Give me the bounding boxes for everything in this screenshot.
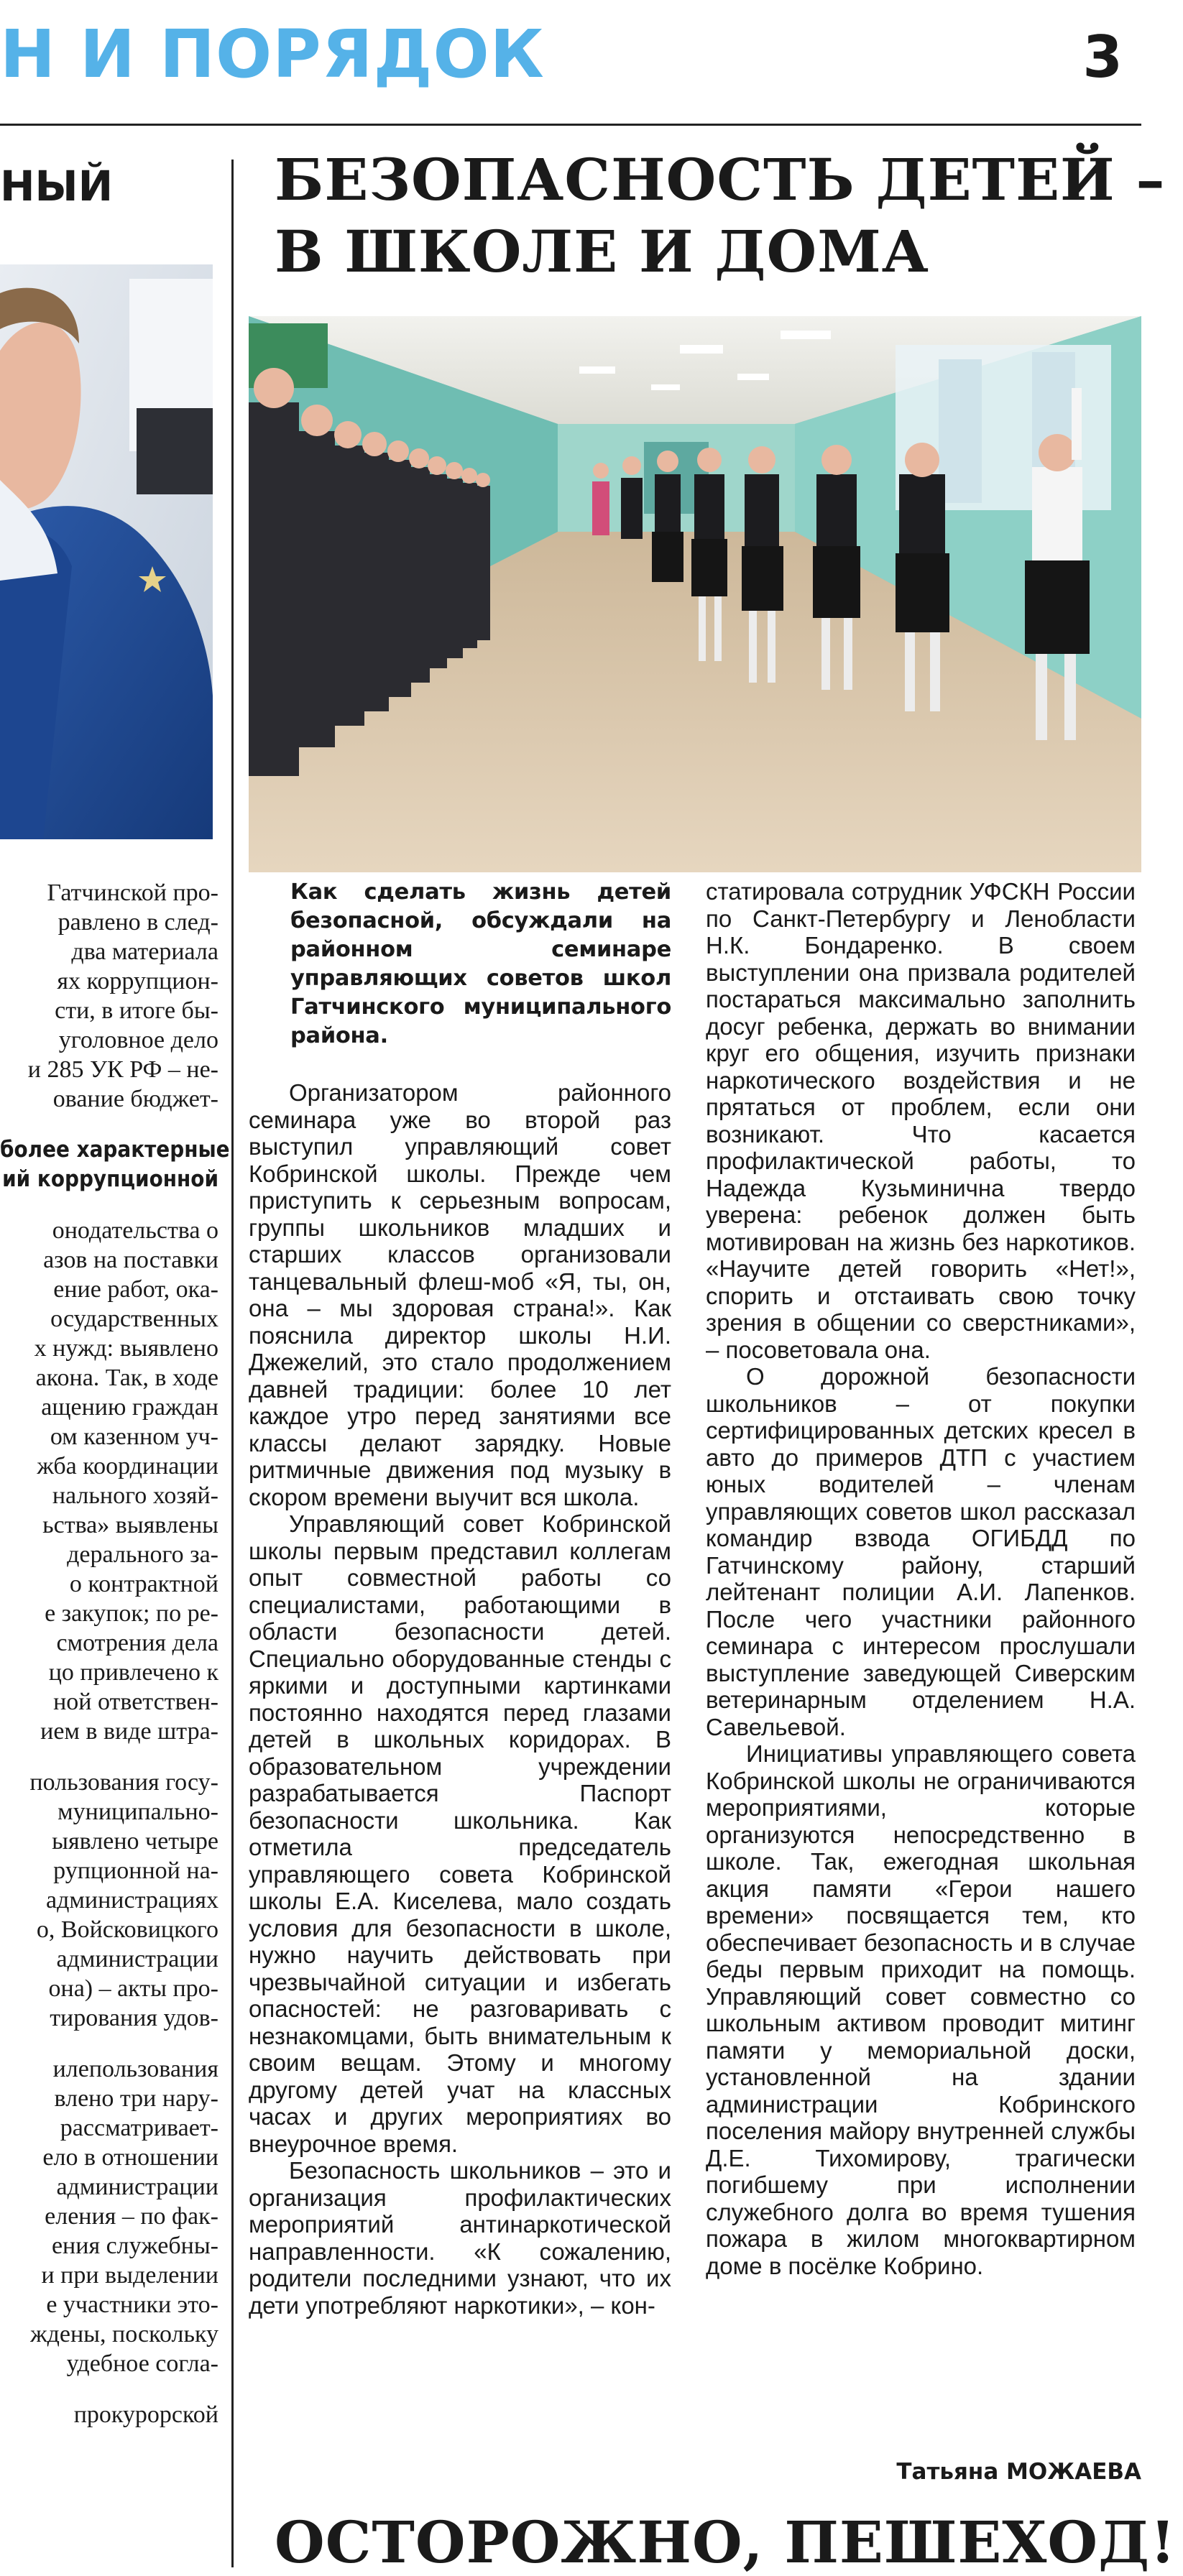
sidebar-text-line: онодательства о: [52, 1217, 218, 1244]
sidebar-text-line: х нужд: выявлено: [34, 1335, 218, 1362]
article-title-line-1: БЕЗОПАСНОСТЬ ДЕТЕЙ –: [275, 146, 1166, 213]
sidebar-text: [0, 878, 230, 2429]
sidebar-text-line: ения служебны-: [51, 2233, 218, 2259]
sidebar-text-line: еления – по фак-: [45, 2203, 218, 2230]
sidebar-text-line: ение работ, ока-: [53, 1276, 218, 1303]
sidebar-text-line: уголовное дело: [58, 1027, 218, 1053]
article-paragraph-4: статировала сотрудник УФСКН России по Санкт-Петербургу и Ленобласти Н.К. Бондаренко. В своем выступлении она призвала родителей постараться максимально заполнить досуг ребенка, держать во внимании круг его общения, изучить признаки наркотического воздействия и не прятаться от проблем, если они возникают. Что касается профилактической работы, то Надежда Кузьминична твердо уверена: ребенок должен быть мотивирован на жизнь без наркотиков. «Научите детей говорить «Нет!», спорить и отстаивать свою точку зрения в общении со сверстниками», – посоветовала она.: [706, 878, 1136, 1363]
article-title-line-2: В ШКОЛЕ И ДОМА: [275, 218, 929, 285]
sidebar-text-line: рупционной на-: [53, 1857, 218, 1884]
sidebar-text-line: ий коррупционной: [2, 1166, 218, 1192]
sidebar-text-line: ной ответствен-: [53, 1689, 218, 1715]
sidebar-gap: [0, 1194, 218, 1216]
sidebar-text-line: Гатчинской про-: [47, 880, 218, 906]
sidebar-text-line: осударственных: [50, 1306, 218, 1332]
page-number: 3: [1082, 24, 1123, 91]
article-column-left: [249, 878, 671, 2319]
sidebar-text-line: о, Войсковицкого: [36, 1916, 218, 1943]
sidebar-text-line: администрации: [56, 2174, 218, 2200]
header-rule: [0, 124, 1141, 126]
sidebar-text-line: ьства» выявлены: [42, 1512, 218, 1538]
sidebar-text-line: сти, в итоге бы-: [55, 997, 218, 1024]
article-paragraph-5: О дорожной безопасности школьников – от покупки сертифицированных детских кресел в авто до примеров ДТП с участием юных водителей – членам управляющих советов школ рассказал командир взвода ОГИБДД по Гатчинскому району, старший лейтенант полиции А.И. Лапенков. После чего участники районного семинара с интересом прослушали выступление заведующей Сиверским ветеринарным отделением Н.А. Савельевой.: [706, 1363, 1136, 1740]
article-column-right: [706, 878, 1136, 2279]
sidebar-text-line: влено три нару-: [54, 2085, 218, 2112]
sidebar-text-line: и 285 УК РФ – не-: [27, 1056, 218, 1083]
article-paragraph-3: Безопасность школьников – это и организация профилактических мероприятий антинаркотической направленности. «К сожалению, родители последними узнают, что их дети употребляют наркотики», – кон-: [249, 2157, 671, 2319]
sidebar-text-line: азов на поставки: [43, 1247, 218, 1273]
sidebar-portrait-photo: [0, 264, 213, 839]
sidebar-text-line: тирования удов-: [50, 2005, 218, 2031]
sidebar-text-line: пользования госу-: [29, 1769, 218, 1796]
sidebar-text-line: дерального за-: [67, 1541, 218, 1568]
article-paragraph-1: Организатором районного семинара уже во второй раз выступил управляющий совет Кобринской школы. Прежде чем приступить к серьезным вопросам, группы школьников младших и старших классов организовали танцевальный флеш-моб «Я, ты, он, она – мы здоровая страна!». Как пояснила директор школы Н.И. Джежелий, это стало продолжением давней традиции: более 10 лет каждое утро перед занятиями все классы делают зарядку. Новые ритмичные движения под музыку в скором времени выучит вся школа.: [249, 1079, 671, 1510]
sidebar-text-line: ием в виде штра-: [40, 1718, 218, 1745]
sidebar-text-line: администрациях: [46, 1887, 218, 1913]
article-title: [275, 144, 1166, 287]
sidebar-text-line: она) – акты про-: [48, 1975, 218, 2002]
sidebar-text-line: муниципально-: [57, 1799, 218, 1825]
sidebar-text-line: нального хозяй-: [52, 1482, 218, 1509]
sidebar-text-line: ование бюджет-: [52, 1086, 218, 1112]
sidebar-text-line: ом казенном уч-: [50, 1423, 218, 1450]
sidebar-text-line: более характерные: [0, 1137, 230, 1163]
sidebar-gap: [0, 2378, 218, 2400]
sidebar-text-line: акона. Так, в ходе: [35, 1365, 218, 1391]
article-byline: Татьяна МОЖАЕВА: [896, 2459, 1141, 2485]
sidebar-text-line: цо привлечено к: [48, 1659, 218, 1686]
sidebar-text-line: жба координации: [37, 1453, 218, 1479]
article-paragraph-2: Управляющий совет Кобринской школы первым представил коллегам опыт совместной работы со специалистами, работающими в области безопасности детей. Специально оборудованные стенды с яркими и доступными картинками постоянно находятся перед глазами детей в школьных коридорах. В образовательном учреждении разрабатывается Паспорт безопасности школьника. Как отметила председатель управляющего совета Кобринской школы Е.А. Киселева, мало создать условия для безопасности в школе, нужно научить действовать при чрезвычайной ситуации и избегать опасностей: не разговаривать с незнакомцами, быть внимательным к своим вещам. Этому и многому другому детей учат на классных часах и других мероприятиях во внеурочное время.: [249, 1510, 671, 2157]
sidebar-gap: [0, 2033, 218, 2054]
sidebar-text-line: ело в отношении: [42, 2144, 218, 2171]
section-title: Н И ПОРЯДОК: [0, 16, 545, 93]
sidebar-text-line: ждены, поскольку: [30, 2321, 218, 2348]
sidebar-text-line: администрации: [56, 1946, 218, 1972]
sidebar-text-line: ыявлено четыре: [52, 1828, 218, 1855]
sidebar-text-line: ащению граждан: [41, 1394, 218, 1421]
next-article-title: ОСТОРОЖНО, ПЕШЕХОД!: [275, 2508, 1177, 2576]
sidebar-text-line: смотрения дела: [56, 1630, 218, 1656]
sidebar-text-line: и при выделении: [41, 2262, 218, 2289]
column-divider: [231, 160, 234, 2567]
sidebar-text-line: илепользования: [52, 2056, 218, 2082]
sidebar-text-line: удебное согла-: [66, 2350, 218, 2377]
sidebar-text-line: е участники это-: [46, 2291, 218, 2318]
sidebar-text-line: о контрактной: [69, 1571, 218, 1597]
article-photo: [249, 316, 1141, 872]
sidebar-gap: [0, 1746, 218, 1768]
article-lead: Как сделать жизнь детей безопасной, обсуждали на районном семинаре управляющих советов школ Гатчинского муниципального района.: [290, 880, 671, 1048]
sidebar-text-line: ях коррупцион-: [57, 968, 218, 994]
sidebar-gap: [0, 1114, 218, 1135]
sidebar-text-line: е закупок; по ре-: [45, 1600, 218, 1627]
sidebar-text-line: равлено в след-: [57, 909, 218, 936]
article-paragraph-6: Инициативы управляющего совета Кобринской школы не ограничиваются мероприятиями, которые организуются непосредственно в школе. Так, ежегодная школьная акция памяти «Герои нашего времени» посвящается тем, кто обеспечивает безопасность и в случае беды первым приходит на помощь. Управляющий совет совместно со школьным активом проводит митинг памяти у мемориальной доски, установленной на здании администрации Кобринского поселения майору внутренней службы Д.Е. Тихомирову, трагически погибшему при исполнении служебного долга во время тушения пожара в жилом многоквартирном доме в посёлке Кобрино.: [706, 1740, 1136, 2279]
sidebar-text-line: рассматривает-: [60, 2115, 218, 2141]
sidebar-heading: НЫЙ: [0, 162, 114, 211]
sidebar-text-line: прокурорской: [73, 2401, 218, 2428]
sidebar-text-line: два материала: [71, 938, 218, 965]
